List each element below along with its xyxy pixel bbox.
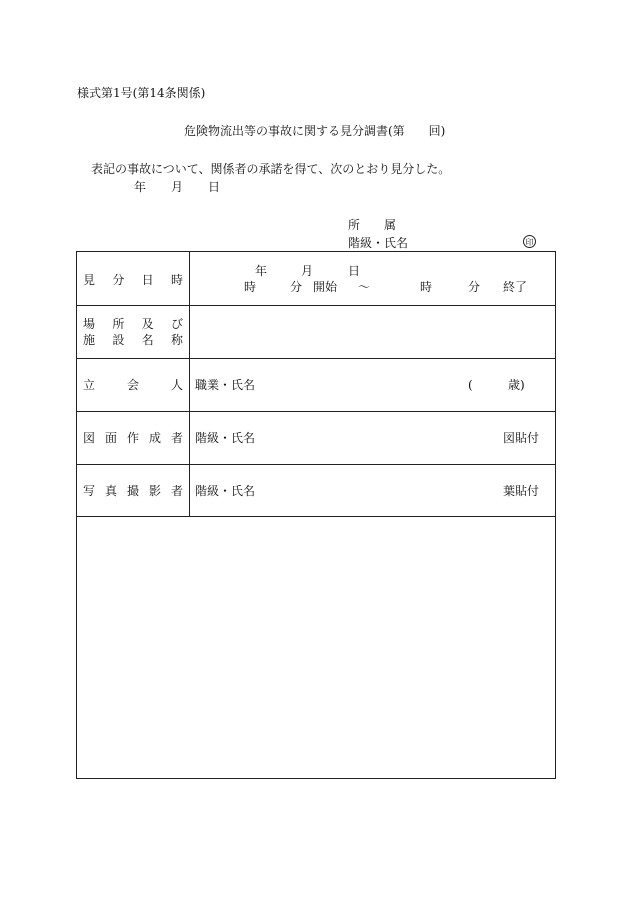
label-char: 設 xyxy=(112,333,125,347)
label-char: 見 xyxy=(83,273,96,287)
label-char: 影 xyxy=(148,484,161,498)
dt-hour: 時 xyxy=(244,280,257,294)
label-drawing-creator xyxy=(83,431,183,445)
label-char: 作 xyxy=(126,431,139,445)
label-char: 名 xyxy=(141,333,154,347)
label-char: 場 xyxy=(83,317,96,331)
label-char: 時 xyxy=(170,273,183,287)
label-char: び xyxy=(170,317,183,331)
dt-year: 年 xyxy=(255,264,268,278)
photo-note: 葉貼付 xyxy=(503,484,540,498)
label-location xyxy=(83,317,183,331)
row-divider xyxy=(77,358,555,359)
label-char: 及 xyxy=(141,317,154,331)
label-char: 施 xyxy=(83,333,96,347)
label-char: 会 xyxy=(126,378,139,392)
label-char: 所 xyxy=(112,317,125,331)
label-char: 図 xyxy=(83,431,96,445)
intro-text: 表記の事故について、関係者の承諾を得て、次のとおり見分した。 xyxy=(91,162,451,176)
column-divider xyxy=(189,252,190,516)
label-char: 称 xyxy=(170,333,183,347)
photo-field-label: 階級・氏名 xyxy=(195,484,256,498)
seal-mark: 印 xyxy=(523,235,536,248)
date-year: 年 xyxy=(134,180,147,194)
dt-month: 月 xyxy=(301,264,314,278)
label-char: 者 xyxy=(170,431,183,445)
rank-name-label: 階級・氏名 xyxy=(348,236,409,250)
inspection-form-table xyxy=(76,251,556,779)
dt-tilde: 〜 xyxy=(358,280,371,294)
label-char: 者 xyxy=(170,484,183,498)
row-divider xyxy=(77,411,555,412)
row-divider xyxy=(77,305,555,306)
label-char: 立 xyxy=(83,378,96,392)
drawing-note: 図貼付 xyxy=(503,431,540,445)
dt-minute: 分 xyxy=(290,280,303,294)
label-char: 面 xyxy=(104,431,117,445)
label-facility-name xyxy=(83,333,183,347)
row-divider xyxy=(77,464,555,465)
witness-age-open: ( xyxy=(468,378,473,392)
witness-age-close: 歳) xyxy=(508,378,525,392)
label-char: 成 xyxy=(148,431,161,445)
label-char: 日 xyxy=(141,273,154,287)
label-inspection-datetime xyxy=(83,273,183,287)
date-month: 月 xyxy=(171,180,184,194)
notes-area xyxy=(77,517,555,778)
dt-hour-end: 時 xyxy=(420,280,433,294)
label-char: 分 xyxy=(112,273,125,287)
label-witness xyxy=(83,378,183,392)
witness-field-label: 職業・氏名 xyxy=(195,378,256,392)
dt-day: 日 xyxy=(348,264,361,278)
document-title: 危険物流出等の事故に関する見分調書(第 回) xyxy=(184,124,446,138)
dt-minute-end: 分 xyxy=(468,280,481,294)
date-day: 日 xyxy=(208,180,221,194)
dt-start: 開始 xyxy=(313,280,338,294)
label-photographer xyxy=(83,484,183,498)
drawing-field-label: 階級・氏名 xyxy=(195,431,256,445)
label-char: 人 xyxy=(170,378,183,392)
label-char: 写 xyxy=(83,484,96,498)
label-char: 真 xyxy=(104,484,117,498)
dt-end: 終了 xyxy=(503,280,528,294)
form-number: 様式第1号(第14条関係) xyxy=(77,86,206,100)
affiliation-label: 所 属 xyxy=(348,218,397,232)
label-char: 撮 xyxy=(126,484,139,498)
